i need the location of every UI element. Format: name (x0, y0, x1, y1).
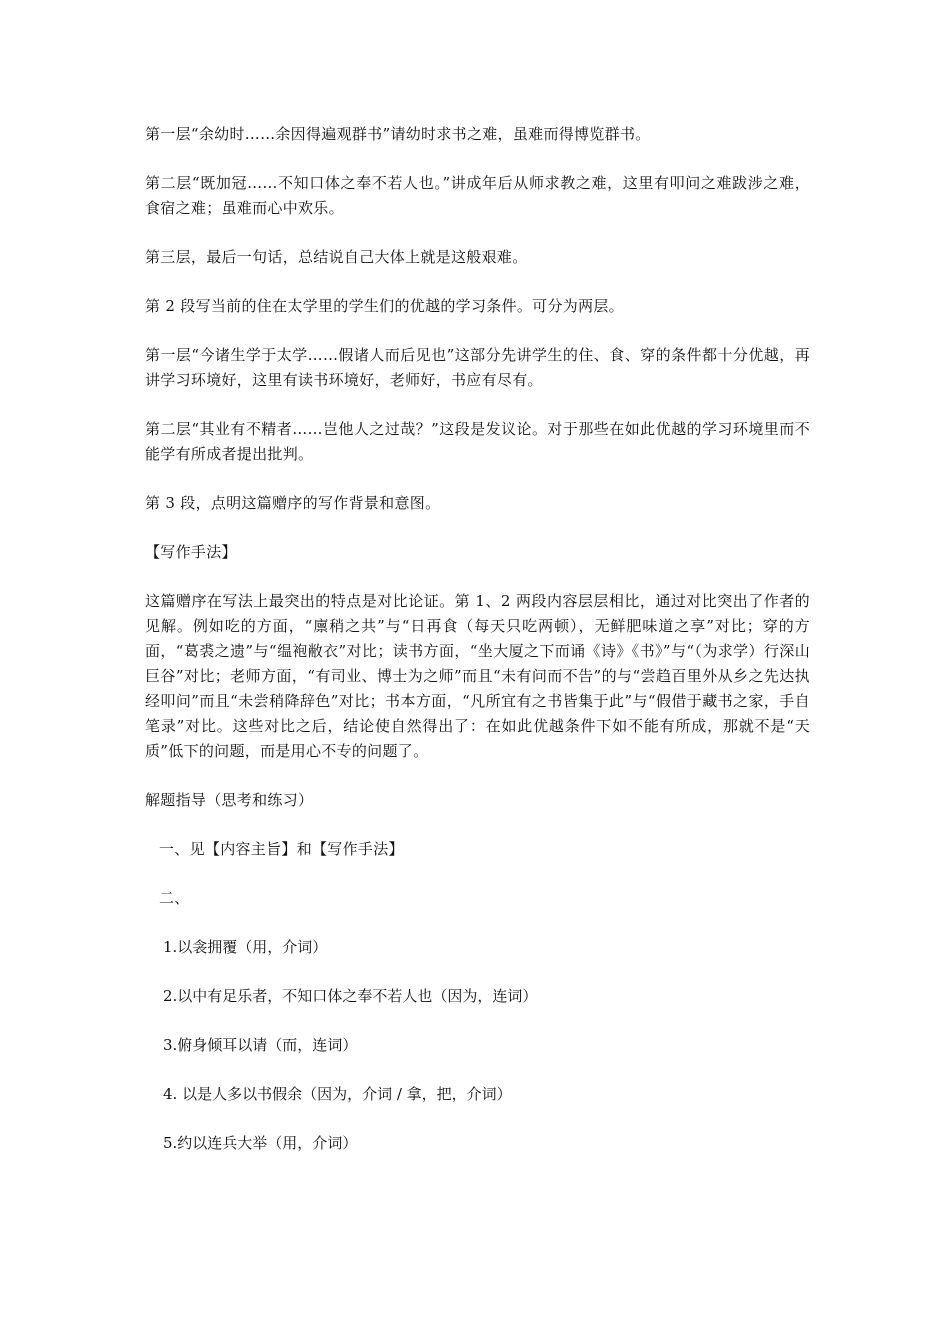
exercise-section-two: 二、 (159, 889, 190, 907)
paragraph-layer-1: 第一层“余幼时……余因得遍观群书”请幼时求书之难，虽难而得博览群书。 (145, 125, 651, 143)
paragraph-section-2-layer-2: 第二层“其业有不精者……岂他人之过哉？”这段是发议论。对于那些在如此优越的学习环境里而不能学有所成者提出批判。 (145, 420, 810, 463)
paragraph-section-2-layer-1: 第一层“今诸生学于太学……假诸人而后见也”这部分先讲学生的住、食、穿的条件都十分优越，再讲学习环境好，这里有读书环境好，老师好，书应有尽有。 (145, 346, 810, 389)
paragraph-layer-3: 第三层，最后一句话，总结说自己大体上就是这般艰难。 (145, 248, 528, 266)
list-item: 5.约以连兵大举（用，介词） (163, 1134, 358, 1152)
list-item: 3.俯身倾耳以请（而，连词） (163, 1036, 358, 1054)
list-item: 2.以中有足乐者，不知口体之奉不若人也（因为，连词） (163, 987, 538, 1005)
heading-writing-technique: 【写作手法】 (145, 543, 237, 561)
heading-exercise-guide: 解题指导（思考和练习） (145, 791, 314, 809)
list-item: 1.以衾拥覆（用，介词） (163, 938, 328, 956)
paragraph-writing-technique: 这篇赠序在写法上最突出的特点是对比论证。第 1、2 两段内容层层相比，通过对比突出了作者的见解。例如吃的方面，“廪稍之共”与“日再食（每天只吃两顿），无鲜肥味道之享”对比；穿的方面，“葛裘之遗”与“缊袍敝衣”对比；读书方面，“坐大厦之下而诵《诗》《书》”与“（为求学）行深山巨谷”对比；老师方面，“有司业、博士为之师”而且“未有问而不告”的与“尝趋百里外从乡之先达执经叩问”而且“未尝稍降辞色”对比；书本方面，“凡所宜有之书皆集于此”与“假借于藏书之家，手自笔录”对比。这些对比之后，结论使自然得出了：在如此优越条件下如不能有所成，那就不是“天质”低下的问题，而是用心不专的问题了。 (145, 592, 810, 760)
paragraph-section-2: 第 2 段写当前的住在太学里的学生们的优越的学习条件。可分为两层。 (145, 297, 624, 315)
paragraph-layer-2: 第二层“既加冠……不知口体之奉不若人也。”讲成年后从师求教之难，这里有叩问之难跋涉之难，食宿之难；虽难而心中欢乐。 (145, 174, 810, 217)
document-page (145, 122, 810, 1180)
exercise-section-one: 一、见【内容主旨】和【写作手法】 (159, 840, 404, 858)
paragraph-section-3: 第 3 段，点明这篇赠序的写作背景和意图。 (145, 494, 441, 512)
list-item: 4. 以是人多以书假余（因为，介词 / 拿，把，介词） (163, 1085, 512, 1103)
